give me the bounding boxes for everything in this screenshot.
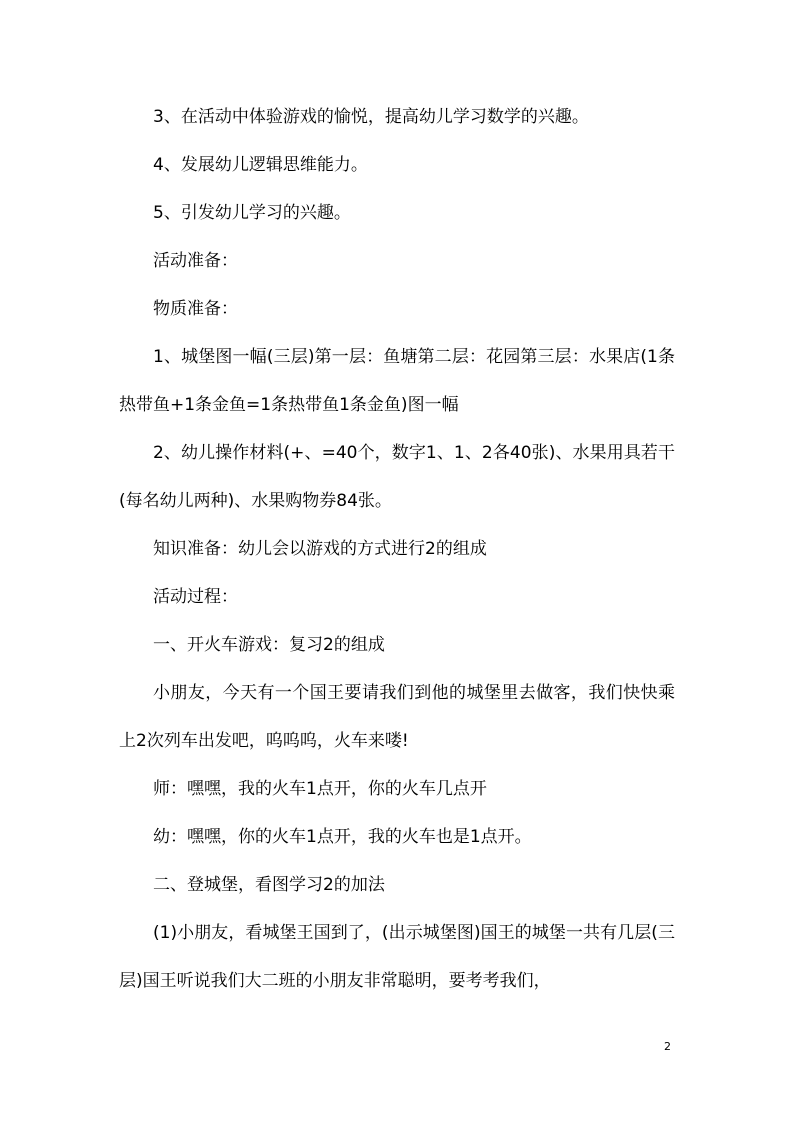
paragraph-teacher-line: 师：嘿嘿，我的火车1点开，你的火车几点开	[153, 779, 487, 799]
heading-activity-process: 活动过程：	[153, 587, 238, 607]
paragraph-goal-5: 5、引发幼儿学习的兴趣。	[153, 203, 351, 223]
heading-section-two: 二、登城堡，看图学习2的加法	[153, 875, 385, 895]
page-number: 2	[664, 1040, 671, 1053]
heading-section-one: 一、开火车游戏：复习2的组成	[153, 635, 385, 655]
paragraph-material-1: 1、城堡图一幅(三层)第一层：鱼塘第二层：花园第三层：水果店(1条热带鱼+1条金鱼=1条热带鱼1条金鱼)图一幅	[119, 347, 675, 415]
paragraph-goal-3: 3、在活动中体验游戏的愉悦，提高幼儿学习数学的兴趣。	[153, 107, 589, 127]
paragraph-goal-4: 4、发展幼儿逻辑思维能力。	[153, 155, 368, 175]
heading-material-preparation: 物质准备：	[153, 299, 238, 319]
paragraph-knowledge-preparation: 知识准备：幼儿会以游戏的方式进行2的组成	[153, 539, 487, 559]
paragraph-castle: (1)小朋友，看城堡王国到了，(出示城堡图)国王的城堡一共有几层(三层)国王听说我们大二班的小朋友非常聪明，要考考我们，	[119, 923, 675, 991]
paragraph-intro: 小朋友，今天有一个国王要请我们到他的城堡里去做客，我们快快乘上2次列车出发吧，呜呜呜，火车来喽!	[119, 683, 675, 751]
heading-activity-preparation: 活动准备：	[153, 251, 238, 271]
paragraph-material-2: 2、幼儿操作材料(+、=40个，数字1、1、2各40张)、水果用具若干(每名幼儿两种)、水果购物券84张。	[119, 443, 675, 511]
document-body	[119, 93, 675, 1005]
paragraph-child-line: 幼：嘿嘿，你的火车1点开，我的火车也是1点开。	[153, 827, 532, 847]
